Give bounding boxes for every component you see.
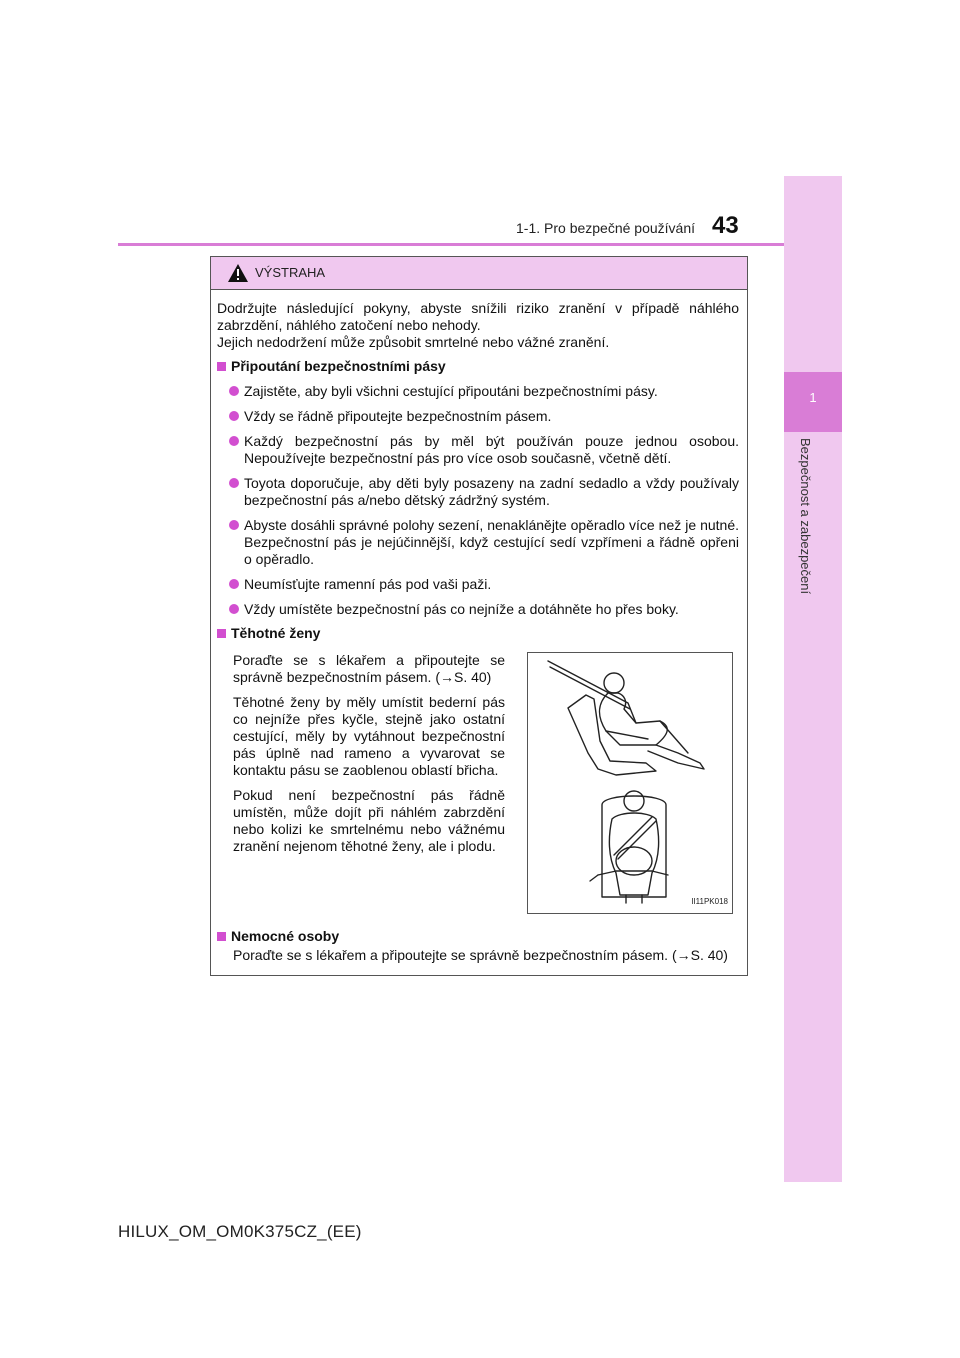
list-item-text: Zajistěte, aby byli všichni cestující připoutáni bezpečnostními pásy. <box>244 383 658 399</box>
circle-bullet-icon <box>229 386 239 396</box>
list-item-text: Každý bezpečnostní pás by měl být používán pouze jednou osobou. Nepoužívejte bezpečnostní pás pro více osob současně, včetně dětí. <box>244 433 739 466</box>
section-title: 1-1. Pro bezpečné používání <box>516 220 696 236</box>
circle-bullet-icon <box>229 436 239 446</box>
section-heading-text: Připoutání bezpečnostními pásy <box>231 358 446 374</box>
circle-bullet-icon <box>229 604 239 614</box>
pregnant-paragraph-1: Poraďte se s lékařem a připoutejte se správně bezpečnostním pásem. (→S. 40) <box>233 652 505 685</box>
pregnant-paragraph-2: Těhotné ženy by měly umístit bederní pás co nejníže přes kyčle, stejně jako ostatní cestující, měly by vytáhnout bezpečnostní pás úplně nad rameno a vyvarovat se kontaktu pásu se zaoblenou oblastí břicha. <box>233 694 505 778</box>
section-heading-sick <box>217 928 739 945</box>
pregnant-seated-front-view-icon <box>528 787 732 907</box>
warning-intro-1: Dodržujte následující pokyny, abyste snížili riziko zranění v případě náhlého zabrzdění, náhlého zatočení nebo nehody. <box>217 300 739 333</box>
pregnant-seated-side-view-icon <box>528 653 732 783</box>
page-number: 43 <box>712 212 739 239</box>
document-id: HILUX_OM_OM0K375CZ_(EE) <box>118 1222 362 1241</box>
square-bullet-icon <box>217 629 226 638</box>
circle-bullet-icon <box>229 520 239 530</box>
section-heading-seatbelts <box>217 358 739 375</box>
section-heading-pregnant <box>217 625 739 642</box>
circle-bullet-icon <box>229 579 239 589</box>
pregnant-paragraph-3: Pokud není bezpečnostní pás řádně umístěn, může dojít při náhlém zabrzdění nebo kolizi ke smrtelnému nebo vážnému zranění nejenom těhotné ženy, ale i plodu. <box>233 787 505 854</box>
pregnant-section <box>217 652 739 914</box>
circle-bullet-icon <box>229 411 239 421</box>
list-item-text: Abyste dosáhli správné polohy sezení, nenaklánějte opěradlo více než je nutné. Bezpečnostní pás je nejúčinnější, když cestující sedí vzpřímeni a řádně opřeni o opěradlo. <box>244 517 739 567</box>
header-rule <box>118 243 784 246</box>
square-bullet-icon <box>217 932 226 941</box>
warning-box <box>210 256 748 976</box>
warning-body <box>211 290 747 964</box>
sick-paragraph: Poraďte se s lékařem a připoutejte se správně bezpečnostním pásem. (→S. 40) <box>233 947 728 963</box>
chapter-number-tab[interactable] <box>784 372 842 432</box>
list-item <box>229 576 739 593</box>
figure-code: II11PK018 <box>691 897 728 906</box>
pregnant-text <box>233 652 505 914</box>
warning-title: VÝSTRAHA <box>255 265 326 280</box>
warning-intro-2: Jejich nedodržení může způsobit smrtelné nebo vážné zranění. <box>217 334 610 350</box>
list-item-text: Vždy se řádně připoutejte bezpečnostním pásem. <box>244 408 552 424</box>
list-item-text: Toyota doporučuje, aby děti byly posazeny na zadní sedadlo a vždy používaly bezpečnostní pás a/nebo dětský zádržný systém. <box>244 475 739 508</box>
warning-triangle-icon <box>227 263 249 283</box>
warning-header <box>211 257 747 290</box>
list-item <box>229 383 739 400</box>
list-item <box>229 408 739 425</box>
list-item <box>229 475 739 509</box>
section-heading-text: Těhotné ženy <box>231 625 321 641</box>
list-item-text: Neumísťujte ramenní pás pod vaši paži. <box>244 576 492 592</box>
list-item <box>229 601 739 618</box>
list-item <box>229 433 739 467</box>
section-heading-text: Nemocné osoby <box>231 928 340 944</box>
square-bullet-icon <box>217 362 226 371</box>
chapter-title-vertical: Bezpečnost a zabezpečení <box>798 438 813 595</box>
circle-bullet-icon <box>229 478 239 488</box>
list-item-text: Vždy umístěte bezpečnostní pás co nejníže a dotáhněte ho přes boky. <box>244 601 679 617</box>
pregnant-seatbelt-illustration <box>527 652 733 914</box>
list-item <box>229 517 739 568</box>
chapter-number: 1 <box>809 390 817 405</box>
chapter-side-band <box>784 176 842 1182</box>
